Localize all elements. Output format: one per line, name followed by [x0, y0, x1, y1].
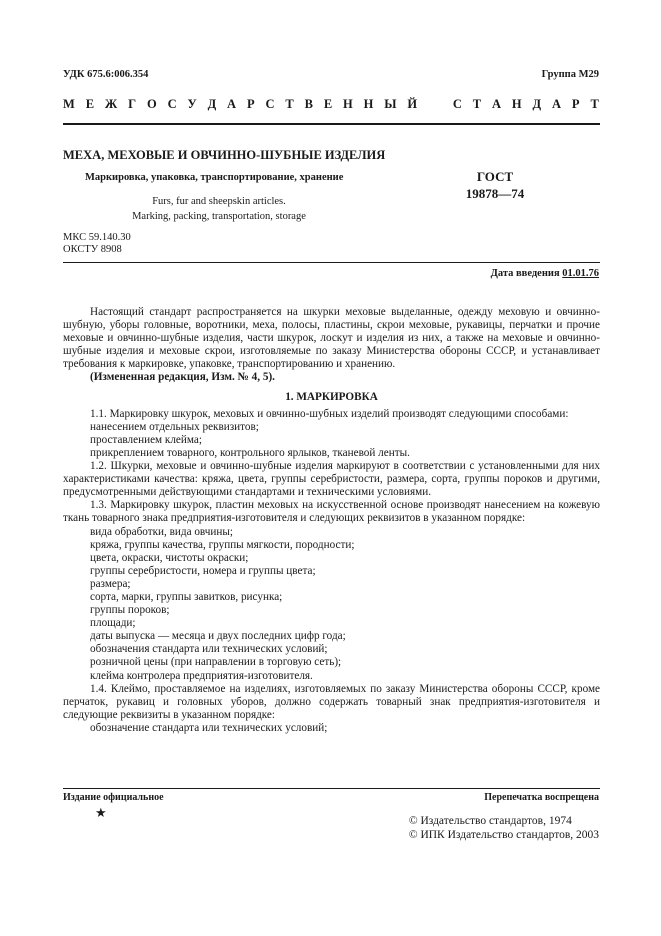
list-item: цвета, окраски, чистоты окраски; [90, 551, 249, 564]
copyright [409, 814, 599, 842]
star-icon: ★ [95, 805, 107, 820]
okstu-code: ОКСТУ 8908 [63, 244, 122, 255]
clause-1-1: 1.1. Маркировку шкурок, меховых и овчинно-шубных изделий производят следующими способами: [90, 407, 569, 420]
intro-paragraph: Настоящий стандарт распространяется на шкурки меховые выделанные, одежду меховую и овчинно-шубную, уборы головные, воротники, меха, полосы, пластины, скрои меховые, рукавицы, перчатки и прочие меховые и овчинно-шубные изделия, части шкурок, лоскут и изделия из них, а также на меховые и овчинно-шубные изделия и меховые скрои, изготовляемые по заказу Министерства обороны СССР, и устанавливает требования к маркировке, упаковке, транспортированию и хранению. [63, 306, 600, 371]
banner-letter: Т [285, 97, 294, 111]
list-item: проставлением клейма; [90, 433, 202, 446]
banner-letter: Г [128, 97, 137, 111]
list-item: вида обработки, вида овчины; [90, 525, 234, 538]
clause-1-3: 1.3. Маркировку шкурок, пластин меховых на искусственной основе производят нанесением на кожевую ткань товарного знака предприятия-изготовителя и следующих реквизитов в указанном порядке: [63, 499, 600, 525]
banner-letter: С [265, 97, 275, 111]
banner-letter: М [63, 97, 75, 111]
classification-codes [63, 232, 131, 256]
list-item: обозначение стандарта или технических условий; [90, 721, 328, 734]
list-item: розничной цены (при направлении в торговую сеть); [90, 656, 342, 669]
banner-letter: Й [407, 97, 418, 111]
gost-number [440, 168, 550, 202]
banner-letter: Н [511, 97, 522, 111]
list-item: площади; [90, 617, 136, 630]
reprint-prohibited: Перепечатка воспрещена [484, 792, 599, 803]
banner-letter: Д [207, 97, 217, 111]
banner-letter: Т [472, 97, 482, 111]
official-edition: Издание официальное [63, 792, 164, 803]
document-title: МЕХА, МЕХОВЫЕ И ОВЧИННО-ШУБНЫЕ ИЗДЕЛИЯ [63, 148, 386, 162]
list-item: клейма контролера предприятия-изготовителя. [90, 669, 313, 682]
copyright-2003: © ИПК Издательство стандартов, 2003 [408, 829, 599, 841]
gost-label: ГОСТ [476, 169, 514, 184]
clause-1-3-list [63, 526, 600, 683]
list-item: прикреплением товарного, контрольного ярлыков, тканевой ленты. [90, 446, 410, 459]
list-item: нанесением отдельных реквизитов; [90, 420, 259, 433]
banner-letter: Р [246, 97, 255, 111]
list-item: размера; [90, 577, 131, 590]
effective-date-value: 01.01.76 [562, 268, 599, 279]
mks-code: МКС 59.140.30 [63, 232, 131, 243]
banner-letter: В [304, 97, 313, 111]
banner-letter: А [227, 97, 237, 111]
udk-code: УДК 675.6:006.354 [63, 69, 149, 80]
list-item: кряжа, группы качества, группы мягкости, породности; [90, 538, 355, 551]
banner-letter: О [146, 97, 157, 111]
banner-letter: Р [571, 97, 580, 111]
english-title [63, 194, 375, 224]
banner-letter: С [167, 97, 177, 111]
english-title-line2: Marking, packing, transportation, storage [132, 211, 306, 222]
banner-letter: Т [590, 97, 599, 111]
clause-1-2: 1.2. Шкурки, меховые и овчинно-шубные изделия маркируют в соответствии с установленными для них характеристиками качества: кряжа, цвета, группы серебристости, размера, сорта, группы пороков и другими, предусмотренными действующими стандартами и техническими условиями. [63, 460, 600, 499]
banner-letter: А [552, 97, 562, 111]
list-item: группы серебристости, номера и группы цвета; [90, 564, 316, 577]
effective-date-label: Дата введения [490, 268, 560, 279]
banner-letter: Ы [384, 97, 397, 111]
clause-1-1-list [63, 421, 600, 460]
list-item: группы пороков; [90, 604, 170, 617]
english-title-line1: Furs, fur and sheepskin articles. [152, 196, 286, 207]
clause-1-4-list [63, 722, 600, 735]
banner-letter: Е [323, 97, 333, 111]
document-body [63, 306, 600, 735]
clause-1-4: 1.4. Клеймо, проставляемое на изделиях, изготовляемых по заказу Министерства обороны СССР, кроме перчаток, рукавиц и головных уборов, должно содержать товарный знак предприятия-изготовителя и следующие реквизиты в указанном порядке: [63, 682, 600, 721]
group-code: Группа М29 [541, 69, 599, 80]
banner-letter: А [492, 97, 502, 111]
list-item: обозначения стандарта или технических условий; [90, 643, 328, 656]
gost-code: 19878—74 [465, 186, 525, 201]
list-item: даты выпуска — месяца и двух последних цифр года; [90, 630, 346, 643]
banner-letter: Ж [104, 97, 118, 111]
copyright-1974: © Издательство стандартов, 1974 [408, 815, 572, 827]
footer-rule [63, 788, 600, 789]
amendment-note: (Измененная редакция, Изм. № 4, 5). [90, 371, 275, 384]
banner-letter: Д [532, 97, 542, 111]
banner-letter: Н [343, 97, 353, 111]
banner-letter: Е [85, 97, 95, 111]
standard-banner [63, 97, 599, 112]
date-rule [63, 262, 600, 263]
banner-letter: Н [363, 97, 374, 111]
banner-gap [428, 97, 442, 112]
effective-date [491, 268, 599, 279]
banner-letter: У [187, 97, 197, 111]
document-subtitle: Маркировка, упаковка, транспортирование, хранение [85, 172, 344, 183]
list-item: сорта, марки, группы завитков, рисунка; [90, 590, 283, 603]
banner-letter: С [452, 97, 462, 111]
section-heading: 1. МАРКИРОВКА [285, 390, 378, 403]
header-rule [63, 123, 600, 125]
